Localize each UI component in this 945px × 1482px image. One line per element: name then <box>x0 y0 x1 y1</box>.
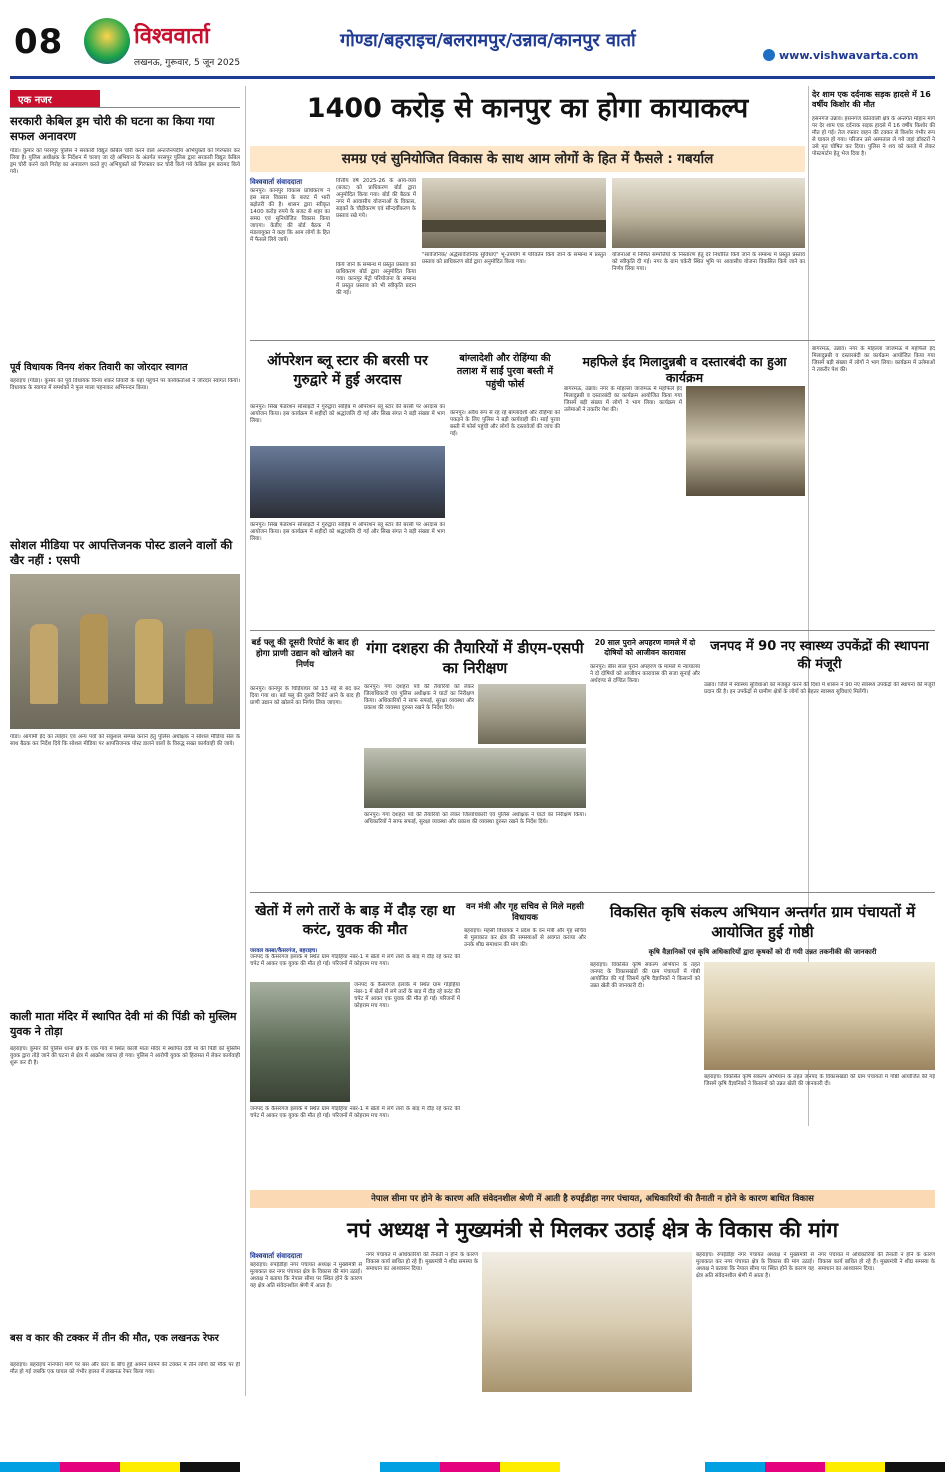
section-title: गोण्डा/बहराइच/बलरामपुर/उन्नाव/कानपुर वार्ता <box>340 30 636 51</box>
story-body: कानपुर। अवैध रूप से रह रहे बांग्लादेशी और रोहिंग्या को पकड़ने के लिए पुलिस ने बड़ी कार्यवाही की। साईं पुरवा बस्ती में फोर्स पहुंची और लोगों के दस्तावेजों की जांच की गई। <box>450 410 560 437</box>
lead-body: वित्तीय वर्ष 2025-26 के आय-व्यय (बजट) को प्राधिकरण बोर्ड द्वारा अनुमोदित किया गया। बोर्ड की बैठक में नगर में आवासीय योजनाओं के विकास, सड़कों के चौड़ीकरण एवं सौन्दर्यीकरण के प्रस्ताव रखे गये। <box>336 178 416 219</box>
lead-story <box>250 86 805 336</box>
story-body-cont: कानपुर। सिख फेडरेशन सोसाइटी ने गुरुद्वारा साहिब में ऑपरेशन ब्लू स्टार की बरसी पर अरदास का आयोजन किया। इस कार्यक्रम में शहीदों को श्रद्धांजलि दी गई और सिख संगत ने बड़ी संख्या में भाग लिया। <box>250 522 445 542</box>
lead-headline: 1400 करोड़ से कानपुर का होगा कायाकल्प <box>306 93 749 124</box>
story-body-cont: कानपुर। गंगा दशहरा पर्व की तैयारियों को लेकर जिलाधिकारी एवं पुलिस अधीक्षक ने घाटों का निरीक्षण किया। अधिकारियों ने साफ सफाई, सुरक्षा व्यवस्था और प्रकाश की व्यवस्था दुरुस्त रखने के निर्देश दिये। <box>364 812 586 825</box>
story-body: गोंडा। आगामी ईद का त्योहार एवं अन्य पर्वों को सकुशल सम्पन्न कराने हेतु पुलिस अधीक्षक ने सोशल मीडिया सेल के साथ बैठक कर निर्देश दिये कि सोशल मीडिया पर आपत्तिजनक पोस्ट डालने वालों के विरुद्ध सख्त कार्यवाही की जाये। <box>10 734 240 747</box>
story-title: सोशल मीडिया पर आपत्तिजनक पोस्ट डालने वालों की खैर नहीं : एसपी <box>10 538 233 567</box>
story-byline: जरवल कस्बा/कैसरगंज, बहराइच। <box>250 948 318 954</box>
story-body-cont: बांगरमऊ, उन्नाव। नगर के मोहल्ला जाजमऊ में महफिले ईद मिलादुन्नबी व दस्तारबंदी का कार्यक्रम आयोजित किया गया जिसमें बड़ी संख्या में लोगों ने भाग लिया। कार्यक्रम में उलेमाओं ने तकरीर पेश की। <box>812 346 935 373</box>
story-mla-meeting <box>464 898 586 1186</box>
story-body: बहराइच। विकसित कृषि संकल्प अभियान के तहत जनपद के विकासखंडों की ग्राम पंचायतों में गोष्ठी आयोजित की गई जिसमें कृषि वैज्ञानिकों ने किसानों को उन्नत खेती की जानकारी दी। <box>590 962 700 989</box>
cm-meeting-photo <box>482 1252 692 1392</box>
story-title: बांग्लादेशी और रोहिंग्या की तलाश में साईं पुरवा बस्ती में पहुंची फोर्स <box>456 353 554 390</box>
lead-body: योजनाओं में निर्मित सम्पत्तियों के निस्तारण हेतु दरें निर्धारित किये जाने के सम्बन्ध में प्रस्तुत प्रस्ताव को स्वीकृति दी गई। नगर के ग्राम चकेरी स्थित भूमि पर आवासीय योजना विकसित किये जाने का निर्णय लिया गया। <box>612 252 805 272</box>
story-body-cont: जनपद के कैसरगंज इलाके में स्थित ग्राम गोड़हिया नंबर-1 में खेतों में लगे तारों के बाड़ में दौड़ रहे करंट की चपेट में आकर एक युवक की मौत हो गई। परिजनों में कोहराम मच गया। <box>250 1106 460 1119</box>
story-body: जनपद के कैसरगंज इलाके में स्थित ग्राम गोड़हिया नंबर-1 में खेतों में लगे तारों के बाड़ में दौड़ रहे करंट की चपेट में आकर एक युवक की मौत हो गई। परिजनों में कोहराम मच गया। <box>250 954 460 967</box>
banner-strip: नेपाल सीमा पर होने के कारण अति संवेदनशील श्रेणी में आती है रुपईडीहा नगर पंचायत, अधिकारियों की तैनाती न होने के कारण बाधित विकास <box>250 1190 935 1208</box>
story-title: गंगा दशहरा की तैयारियों में डीएम-एसपी का निरीक्षण <box>366 639 584 677</box>
story-kidnapping <box>590 634 700 889</box>
story-subtitle: कृषि वैज्ञानिकों एवं कृषि अधिकारियों द्वारा कृषकों को दी गयी उन्नत तकनीकी की जानकारी <box>648 948 877 956</box>
story-body-cont: नगर पंचायत में अधिकारियों की तैनाती न होने के कारण विकास कार्य बाधित हो रहे हैं। मुख्यमंत्री ने शीघ्र समस्या के समाधान का आश्वासन दिया। <box>818 1252 935 1272</box>
story-body-cont: जनपद के कैसरगंज इलाके में स्थित ग्राम गोड़हिया नंबर-1 में खेतों में लगे तारों के बाड़ में दौड़ रहे करंट की चपेट में आकर एक युवक की मौत हो गई। परिजनों में कोहराम मच गया। <box>354 982 460 1009</box>
meeting-photo-2 <box>612 178 805 248</box>
krishi-photo <box>704 962 935 1070</box>
story-body: उन्नाव। जिले में स्वास्थ्य सुविधाओं को मजबूत करने की दिशा में शासन ने 90 नए स्वास्थ्य उपकेंद्रों की स्थापना की मंजूरी प्रदान की है। इन उपकेंद्रों से ग्रामीण क्षेत्रों के लोगों को बेहतर स्वास्थ्य सुविधाएं मिलेंगी। <box>704 682 935 695</box>
logo-icon <box>84 18 130 64</box>
story-body: कानपुर। कानपुर के चिड़ियाघर को 13 मई से बंद कर दिया गया था। बर्ड फ्लू की दूसरी रिपोर्ट आने के बाद ही प्राणी उद्यान को खोलने का निर्णय लिया जाएगा। <box>250 686 360 706</box>
story-title: वन मंत्री और गृह सचिव से मिले महसी विधायक <box>465 902 584 923</box>
masthead <box>0 0 945 78</box>
story-body: कानपुर। सिख फेडरेशन सोसाइटी ने गुरुद्वारा साहिब में ऑपरेशन ब्लू स्टार की बरसी पर अरदास का आयोजन किया। इस कार्यक्रम में शहीदों को श्रद्धांजलि दी गई और सिख संगत ने बड़ी संख्या में भाग लिया। <box>250 404 445 424</box>
story-title: देर शाम एक दर्दनाक सड़क हादसे में 16 वर्षीय किशोर की मौत <box>812 90 931 109</box>
story-title: ऑपरेशन ब्लू स्टार की बरसी पर गुरुद्वारे में हुई अरदास <box>267 353 428 388</box>
story-title: काली माता मंदिर में स्थापित देवी मां की पिंडी को मुस्लिम युवक ने तोड़ा <box>10 1010 237 1038</box>
story-body: नगर पंचायत में अधिकारियों की तैनाती न होने के कारण विकास कार्य बाधित हो रहे हैं। मुख्यमंत्री ने शीघ्र समस्या के समाधान का आश्वासन दिया। <box>366 1252 478 1272</box>
story-body: बहराइच। बहराइच नानपारा मार्ग पर बस और कार के बीच हुई आमने सामने की टक्कर में तीन लोगों की मौके पर ही मौत हो गई जबकि एक घायल को गंभीर हालत में लखनऊ रेफर किया गया। <box>10 1362 240 1375</box>
story-bird-flu <box>250 634 360 889</box>
lead-body: किये जाने के सम्बन्ध में प्रस्तुत प्रस्ताव को प्राधिकरण बोर्ड द्वारा अनुमोदित किया गया। कानपुर मेट्रो परियोजना के सम्बन्ध में प्रस्तुत प्रस्ताव को भी स्वीकृति प्रदान की गई। <box>336 262 416 296</box>
story-health-centres <box>704 634 935 889</box>
story-body-cont: बहराइच। रुपईडीहा नगर पंचायत अध्यक्ष ने मुख्यमंत्री से मुलाकात कर नगर पंचायत क्षेत्र के विकास की मांग उठाई। अध्यक्ष ने बताया कि नेपाल सीमा पर स्थित होने के कारण यह क्षेत्र अति संवेदनशील श्रेणी में आता है। <box>696 1252 814 1279</box>
story-title: खेतों में लगे तारों के बाड़ में दौड़ रहा था करंट, युवक की मौत <box>255 903 455 938</box>
gurudwara-photo <box>250 446 445 518</box>
story-title: सरकारी केबिल ड्रम चोरी की घटना का किया गया सफल अनावरण <box>10 114 215 143</box>
story-title: बर्ड फ्लू की दूसरी रिपोर्ट के बाद ही होगा प्राणी उद्यान को खोलने का निर्णय <box>251 638 359 670</box>
ek-nazar-tag: एक नजर <box>10 90 100 107</box>
lead-body: कानपुर। कानपुर विकास प्राधिकरण ने इस साल विकास के बजट में भारी बढ़ोतरी की है। शासन द्वारा स्वीकृत 1400 करोड़ रुपये के बजट से शहर का समग्र एवं सुनियोजित विकास किया जाएगा। केडीए की बोर्ड बैठक में मंडलायुक्त ने कहा कि आम लोगों के हित में फैसले लिये जायें। <box>250 188 330 243</box>
story-title: 20 साल पुराने अपहरण मामले में दो दोषियों को आजीवन कारावास <box>594 638 696 657</box>
milad-photo <box>686 386 805 496</box>
story-body: बहराइच। महसी विधायक ने प्रदेश के वन मंत्री और गृह सचिव से मुलाकात कर क्षेत्र की समस्याओं से अवगत कराया और उनके शीघ्र समाधान की मांग की। <box>464 928 586 948</box>
bottom-story <box>250 1212 935 1394</box>
police-meeting-photo <box>10 574 240 729</box>
story-electric-fence <box>250 898 460 1186</box>
story-body-cont: बहराइच। विकसित कृषि संकल्प अभियान के तहत जनपद के विकासखंडों की ग्राम पंचायतों में गोष्ठी आयोजित की गई जिसमें कृषि वैज्ञानिकों ने किसानों को उन्नत खेती की जानकारी दी। <box>704 1074 935 1087</box>
story-body: बहराइच। कुमार की पुलिस थाना क्षेत्र के एक गांव में स्थित काली माता मंदिर में स्थापित देवी मां की पिंडी को मुस्लिम युवक द्वारा तोड़े जाने की घटना से क्षेत्र में आक्रोश व्याप्त हो गया। पुलिस ने आरोपी युवक को हिरासत में लेकर कार्यवाही शुरू कर दी है। <box>10 1046 240 1066</box>
website-icon <box>763 49 775 61</box>
story-body: कानपुर। गंगा दशहरा पर्व की तैयारियों को लेकर जिलाधिकारी एवं पुलिस अधीक्षक ने घाटों का निरीक्षण किया। अधिकारियों ने साफ सफाई, सुरक्षा व्यवस्था और प्रकाश की व्यवस्था दुरुस्त रखने के निर्देश दिये। <box>364 684 474 711</box>
dateline: लखनऊ, गुरूवार, 5 जून 2025 <box>134 58 241 68</box>
story-krishi-abhiyan <box>590 898 935 1186</box>
masthead-rule <box>10 76 935 79</box>
crowd-photo <box>250 982 350 1102</box>
registration-bar <box>0 1462 945 1474</box>
right-top-story <box>812 86 935 336</box>
story-body: बांगरमऊ, उन्नाव। नगर के मोहल्ला जाजमऊ में महफिले ईद मिलादुन्नबी व दस्तारबंदी का कार्यक्रम आयोजित किया गया जिसमें बड़ी संख्या में लोगों ने भाग लिया। कार्यक्रम में उलेमाओं ने तकरीर पेश की। <box>564 386 682 413</box>
story-body: कानपुर। बीस साल पुराने अपहरण के मामले में न्यायालय ने दो दोषियों को आजीवन कारावास की सजा सुनाई और अर्थदण्ड से दण्डित किया। <box>590 664 700 684</box>
story-title: महफिले ईद मिलादुन्नबी व दस्तारबंदी का हुआ कार्यक्रम <box>582 354 787 385</box>
story-ganga-dashahra <box>364 634 586 889</box>
paper-name: विश्ववार्ता <box>134 23 210 49</box>
bottom-headline: नपं अध्यक्ष ने मुख्यमंत्री से मिलकर उठाई क्षेत्र के विकास की मांग <box>346 1218 839 1242</box>
story-title: पूर्व विधायक विनय शंकर तिवारी का जोरदार स्वागत <box>10 362 188 373</box>
story-body: बहराइच (गोंडा)। कुमार को पूर्व विधायक विनय शंकर तिवारी के यहां पहुंचने पर कार्यकर्ताओं ने जोरदार स्वागत किया। विधायक के स्वागत में समर्थकों ने फूल माला पहनाकर अभिनन्दन किया। <box>10 378 240 391</box>
page-number: 08 <box>14 22 64 62</box>
story-title: बस व कार की टक्कर में तीन की मौत, एक लखनऊ रेफर <box>10 1333 219 1344</box>
bottom-byline: विश्ववार्ता संवाददाता <box>250 1252 303 1260</box>
lead-caption: "सार्वजनिक/ अर्द्धसार्वजनिक सुविधाएं" भू-उपयोग में परिवर्तन किये जाने के सम्बन्ध में प्रस्तुत प्रस्ताव को प्राधिकरण बोर्ड द्वारा अनुमोदित किया गया। <box>422 252 606 265</box>
ganga-photo <box>478 684 586 744</box>
meeting-photo <box>422 178 606 248</box>
story-title: विकसित कृषि संकल्प अभियान अन्तर्गत ग्राम पंचायतों में आयोजित हुई गोष्ठी <box>609 903 916 941</box>
ganga-photo-2 <box>364 748 586 808</box>
story-body: हसनगंज उन्नाव। हसनगंज कोतवाली क्षेत्र के अन्तर्गत मोहान मार्ग पर देर शाम एक दर्दनाक सड़क हादसे में 16 वर्षीय किशोर की मौत हो गई। तेज रफ्तार वाहन की टक्कर से किशोर गंभीर रूप से घायल हो गया। परिजन उसे अस्पताल ले गये जहां डॉक्टरों ने उसे मृत घोषित कर दिया। पुलिस ने शव को कब्जे में लेकर पोस्टमार्टम हेतु भेज दिया है। <box>812 116 935 157</box>
story-body: बहराइच। रुपईडीहा नगर पंचायत अध्यक्ष ने मुख्यमंत्री से मुलाकात कर नगर पंचायत क्षेत्र के विकास की मांग उठाई। अध्यक्ष ने बताया कि नेपाल सीमा पर स्थित होने के कारण यह क्षेत्र अति संवेदनशील श्रेणी में आता है। <box>250 1262 362 1289</box>
lead-byline: विश्ववार्ता संवाददाता <box>250 178 303 186</box>
story-bangladeshi <box>450 346 560 626</box>
story-milad <box>564 346 805 626</box>
story-title: जनपद में 90 नए स्वास्थ्य उपकेंद्रों की स्थापना की मंजूरी <box>710 639 929 672</box>
lead-subhead: समग्र एवं सुनियोजित विकास के साथ आम लोगों के हित में फैसले : गबर्याल <box>250 146 805 172</box>
story-body: गोंडा। कुमार को परसपुर पुलिस ने सरकारी विद्युत केबिल चोरी करने वाले अन्तर्जनपदीय अभियुक्तों को गिरफ्तार कर लिया है। पुलिस अधीक्षक के निर्देशन में चलाए जा रहे अभियान के अंतर्गत परसपुर पुलिस द्वारा सरकारी विद्युत केबिल ड्रम चोरी करने वाले गिरोह का अनावरण करते हुए अभियुक्तों को गिरफ्तार कर चोरी किये गये केबिल ड्रम बरामद किये गये। <box>10 148 240 175</box>
website: www.vishwavarta.com <box>779 49 919 62</box>
story-operation-blue-star <box>250 346 445 626</box>
left-column <box>10 86 240 1396</box>
